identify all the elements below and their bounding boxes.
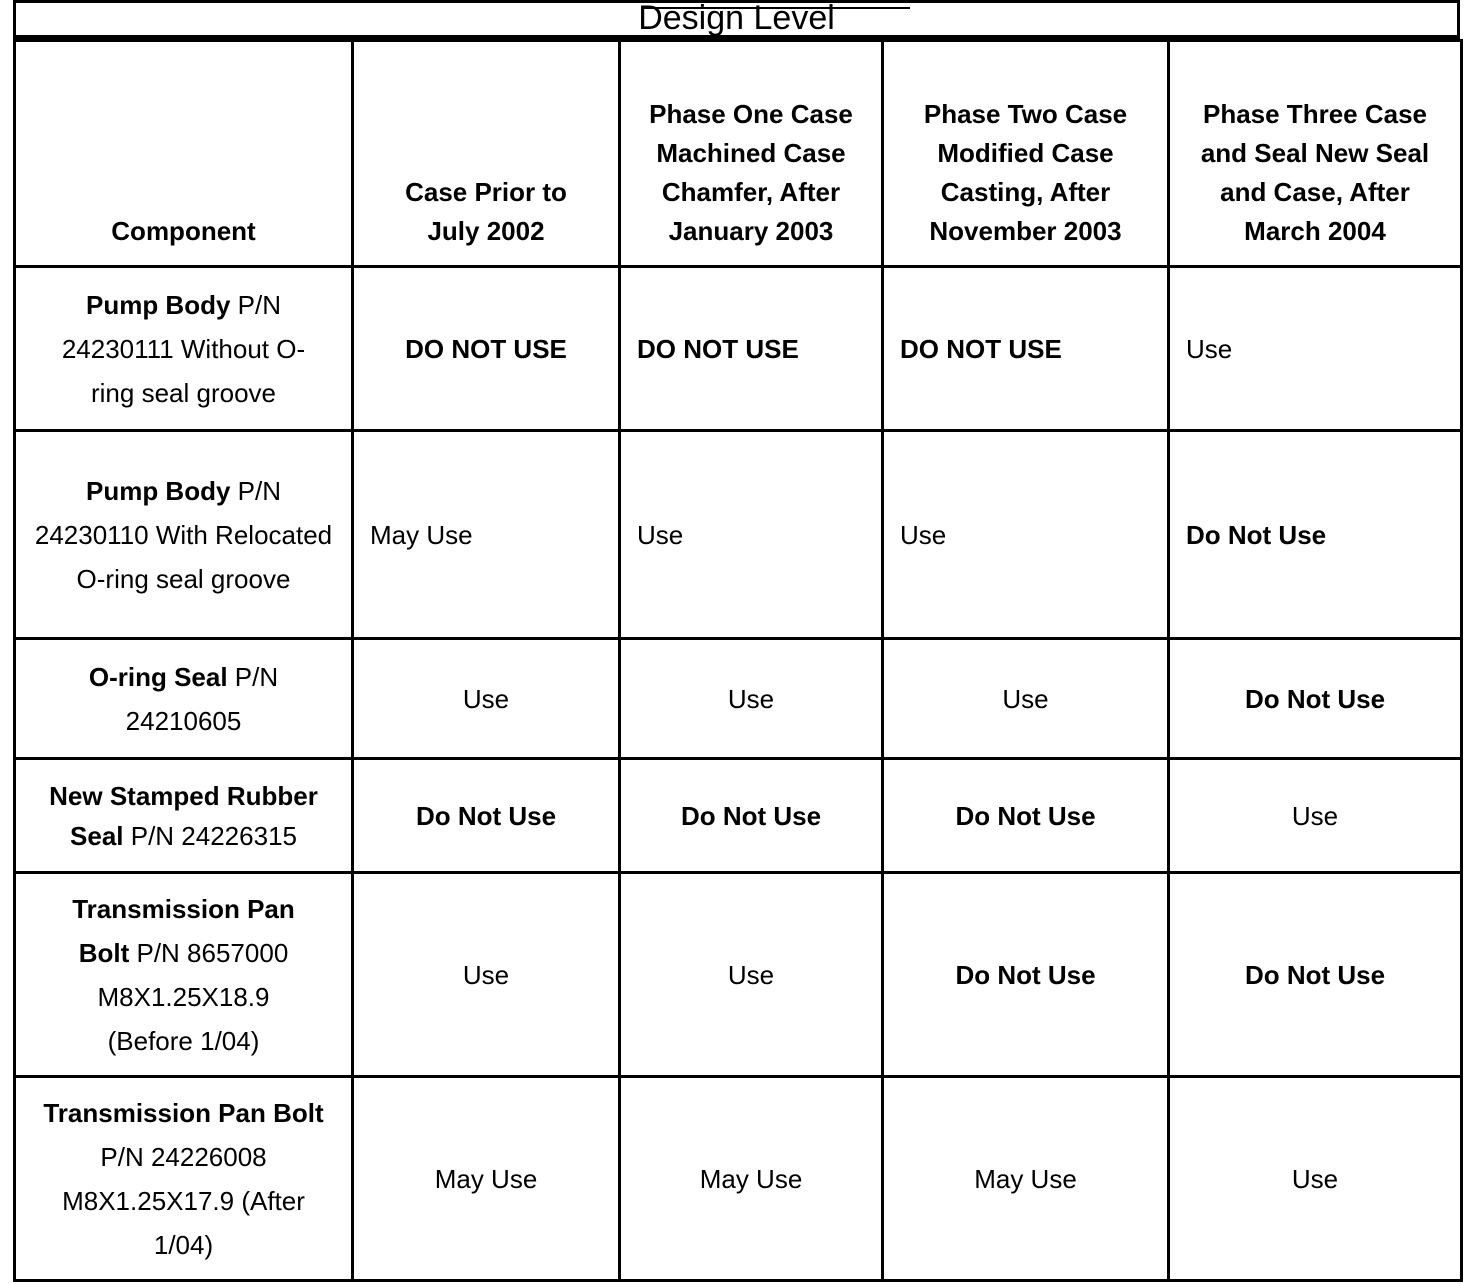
status-cell: Use bbox=[620, 639, 883, 759]
component-name: Pump Body bbox=[85, 475, 231, 506]
header-component: Component bbox=[15, 41, 353, 267]
component-name: Transmission Pan Bolt bbox=[72, 893, 295, 968]
component-part-number: P/N 24226008 M8X1.25X17.9 (After 1/04) bbox=[62, 1141, 305, 1260]
component-part-number: P/N 24230111 Without O-ring seal groove bbox=[61, 289, 306, 408]
status-cell: Use bbox=[353, 873, 620, 1077]
component-part-number: P/N 24210605 bbox=[125, 661, 279, 736]
component-cell bbox=[15, 1077, 353, 1281]
component-cell bbox=[15, 759, 353, 873]
status-cell: Use bbox=[1169, 267, 1462, 431]
component-cell bbox=[15, 431, 353, 639]
status-cell: Do Not Use bbox=[353, 759, 620, 873]
component-name: New Stamped Rubber Seal bbox=[49, 780, 318, 851]
status-cell: May Use bbox=[883, 1077, 1169, 1281]
status-cell: Use bbox=[1169, 759, 1462, 873]
component-cell bbox=[15, 873, 353, 1077]
table-row bbox=[15, 431, 1462, 639]
component-cell bbox=[15, 639, 353, 759]
status-cell: Use bbox=[883, 431, 1169, 639]
status-cell: May Use bbox=[620, 1077, 883, 1281]
header-phase-two: Phase Two Case Modified Case Casting, After November 2003 bbox=[883, 41, 1169, 267]
table-title: Design Level bbox=[638, 0, 835, 37]
design-level-table bbox=[13, 39, 1463, 1282]
component-part-number: P/N 8657000 M8X1.25X18.9 (Before 1/04) bbox=[97, 937, 289, 1056]
component-cell bbox=[15, 267, 353, 431]
status-cell: DO NOT USE bbox=[620, 267, 883, 431]
component-part-number: P/N 24226315 bbox=[123, 820, 297, 851]
table-row bbox=[15, 267, 1462, 431]
status-cell: Do Not Use bbox=[883, 873, 1169, 1077]
status-cell: Do Not Use bbox=[1169, 873, 1462, 1077]
status-cell: Do Not Use bbox=[620, 759, 883, 873]
header-row bbox=[15, 41, 1462, 267]
header-case-prior: Case Prior to July 2002 bbox=[353, 41, 620, 267]
table-row bbox=[15, 1077, 1462, 1281]
status-cell: Use bbox=[620, 431, 883, 639]
component-name: Transmission Pan Bolt bbox=[43, 1097, 324, 1128]
status-cell: Do Not Use bbox=[1169, 639, 1462, 759]
status-cell: DO NOT USE bbox=[883, 267, 1169, 431]
header-phase-three: Phase Three Case and Seal New Seal and Case, After March 2004 bbox=[1169, 41, 1462, 267]
component-name: O-ring Seal bbox=[88, 661, 228, 692]
table-row bbox=[15, 873, 1462, 1077]
status-cell: Use bbox=[883, 639, 1169, 759]
status-cell: May Use bbox=[353, 1077, 620, 1281]
component-name: Pump Body bbox=[85, 289, 231, 320]
header-phase-one: Phase One Case Machined Case Chamfer, After January 2003 bbox=[620, 41, 883, 267]
table-row bbox=[15, 639, 1462, 759]
status-cell: Do Not Use bbox=[883, 759, 1169, 873]
status-cell: Use bbox=[620, 873, 883, 1077]
status-cell: May Use bbox=[353, 431, 620, 639]
table-title-bar bbox=[13, 0, 1460, 39]
status-cell: Use bbox=[353, 639, 620, 759]
status-cell: Use bbox=[1169, 1077, 1462, 1281]
component-part-number: P/N 24230110 With Relocated O-ring seal groove bbox=[34, 475, 333, 594]
status-cell: Do Not Use bbox=[1169, 431, 1462, 639]
status-cell: DO NOT USE bbox=[353, 267, 620, 431]
table-row bbox=[15, 759, 1462, 873]
